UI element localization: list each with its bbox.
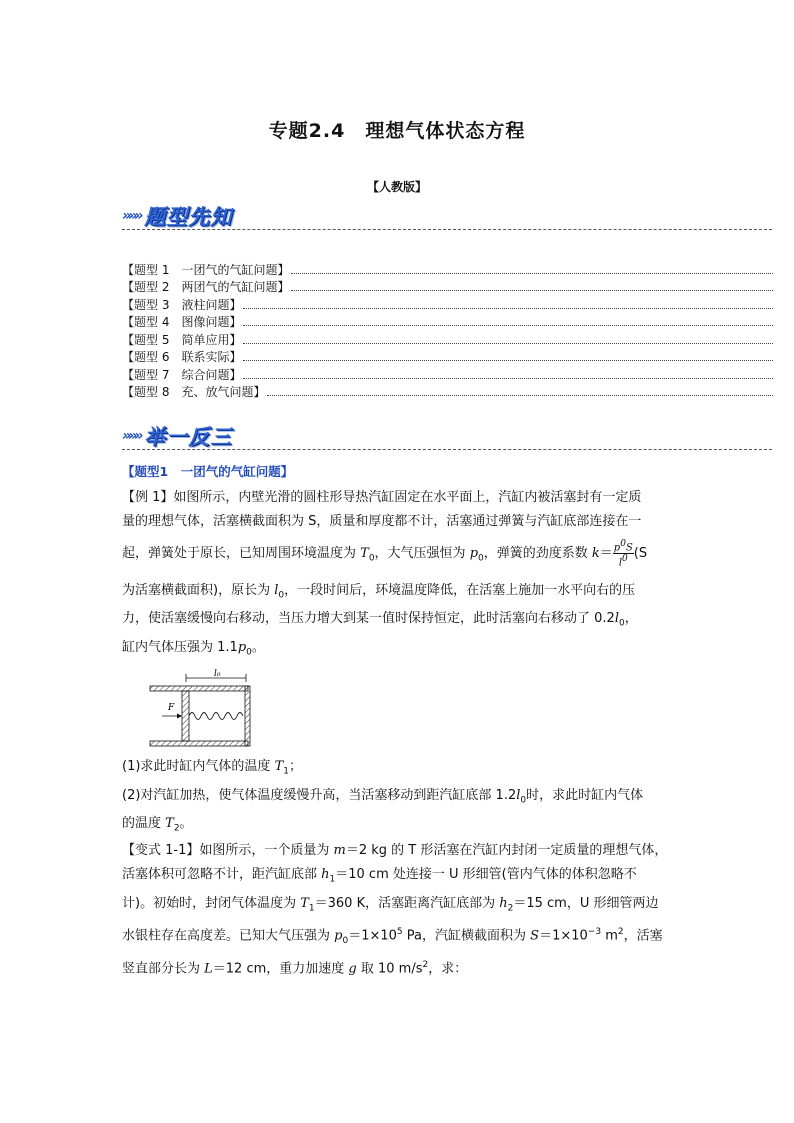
spring-constant-fraction: $\frac{p^0S}{l^0}$	[613, 538, 633, 569]
banner-title: 举一反三	[144, 425, 233, 449]
questions	[122, 755, 678, 841]
divider	[122, 449, 772, 450]
toc-item[interactable]: 【题型 5 简单应用】	[122, 330, 773, 348]
toc-item[interactable]: 【题型 6 联系实际】	[122, 348, 773, 366]
piston	[182, 691, 189, 741]
force-label: F	[168, 703, 175, 713]
toc-item[interactable]: 【题型 4 图像问题】	[122, 313, 773, 331]
text-line: 活塞体积可忽略不计，距汽缸底部 $h_1=10$ cm 处连接一 U 形细管(管内气体的体积忽略不	[122, 867, 637, 885]
toc-item[interactable]: 【题型 8 充、放气问题】	[122, 383, 773, 401]
length-label: l₀	[214, 669, 221, 679]
banner-title: 题型先知	[144, 205, 233, 229]
text-line: 【变式 1-1】如图所示，一个质量为 m＝2 kg 的 T 形活塞在汽缸内封闭一定质量的理想气体，	[122, 843, 668, 858]
spring	[189, 713, 243, 720]
banner-preview	[122, 201, 232, 231]
text-line: 水银柱存在高度差。已知大气压强为 $p_0=1\times 10^5$ Pa，汽缸横截面积为 $S=1\times 10^{-3}$ $m^2$，活塞	[122, 927, 663, 947]
section-heading: 【题型1 一团气的气缸问题】	[122, 464, 294, 479]
text-line: 【例 1】如图所示，内壁光滑的圆柱形导热汽缸固定在水平面上，汽缸内被活塞封有一定质	[122, 490, 642, 505]
toc-item[interactable]: 【题型 3 液柱问题】	[122, 295, 773, 313]
toc-item[interactable]: 【题型 7 综合问题】	[122, 365, 773, 383]
banner-arrows: »»»	[122, 428, 141, 444]
variant-1-1	[122, 839, 678, 981]
toc-item[interactable]: 【题型 2 两团气的气缸问题】	[122, 278, 773, 296]
text-line: 缸内气体压强为 $1.1p_0$。	[122, 639, 265, 658]
table-of-contents	[122, 260, 773, 400]
text-line: 计)。初始时，封闭气体温度为 $T_1=360$ K，活塞距离汽缸底部为 $h_2=15$ cm，U 形细管两边	[122, 895, 659, 914]
divider	[122, 229, 772, 230]
banner-practice	[122, 421, 232, 451]
text-line: 量的理想气体，活塞横截面积为 S，质量和厚度都不计，活塞通过弹簧与汽缸底部连接在一	[122, 514, 642, 529]
text-line: (2)对汽缸加热，使气体温度缓慢升高，当活塞移动到距汽缸底部 $1.2l_0$时，求此时缸内气体	[122, 787, 644, 806]
text-line: 为活塞横截面积)，原长为 $l_0$，一段时间后，环境温度降低，在活塞上施加一水平向右的压	[122, 582, 636, 601]
cylinder-bottom-wall	[150, 741, 248, 746]
text-line: 力，使活塞缓慢向右移动，当压力增大到某一值时保持恒定，此时活塞向右移动了 $0.2l_0$，	[122, 611, 638, 629]
cylinder-base	[245, 686, 250, 746]
cylinder-figure	[148, 668, 252, 752]
cylinder-top-wall	[150, 686, 248, 691]
banner-arrows: »»»	[122, 208, 141, 224]
edition-label: 【人教版】	[366, 180, 427, 194]
toc-item[interactable]: 【题型 1 一团气的气缸问题】	[122, 260, 773, 278]
text-line: (1)求此时缸内气体的温度 $T_1$；	[122, 759, 302, 777]
text-line: 起，弹簧处于原长，已知周围环境温度为 $T_0$，大气压强恒为 $p_0$，弹簧的劲度系数 k＝ $\frac{p^0S}{l^0}$ (S	[122, 538, 648, 569]
example-1	[122, 486, 678, 664]
text-line: 的温度 $T_2$。	[122, 816, 193, 834]
page-title: 专题2.4 理想气体状态方程	[268, 120, 526, 142]
text-line: 竖直部分长为 L＝12 cm，重力加速度 g 取 10 $m/s^2$，求：	[122, 960, 468, 977]
